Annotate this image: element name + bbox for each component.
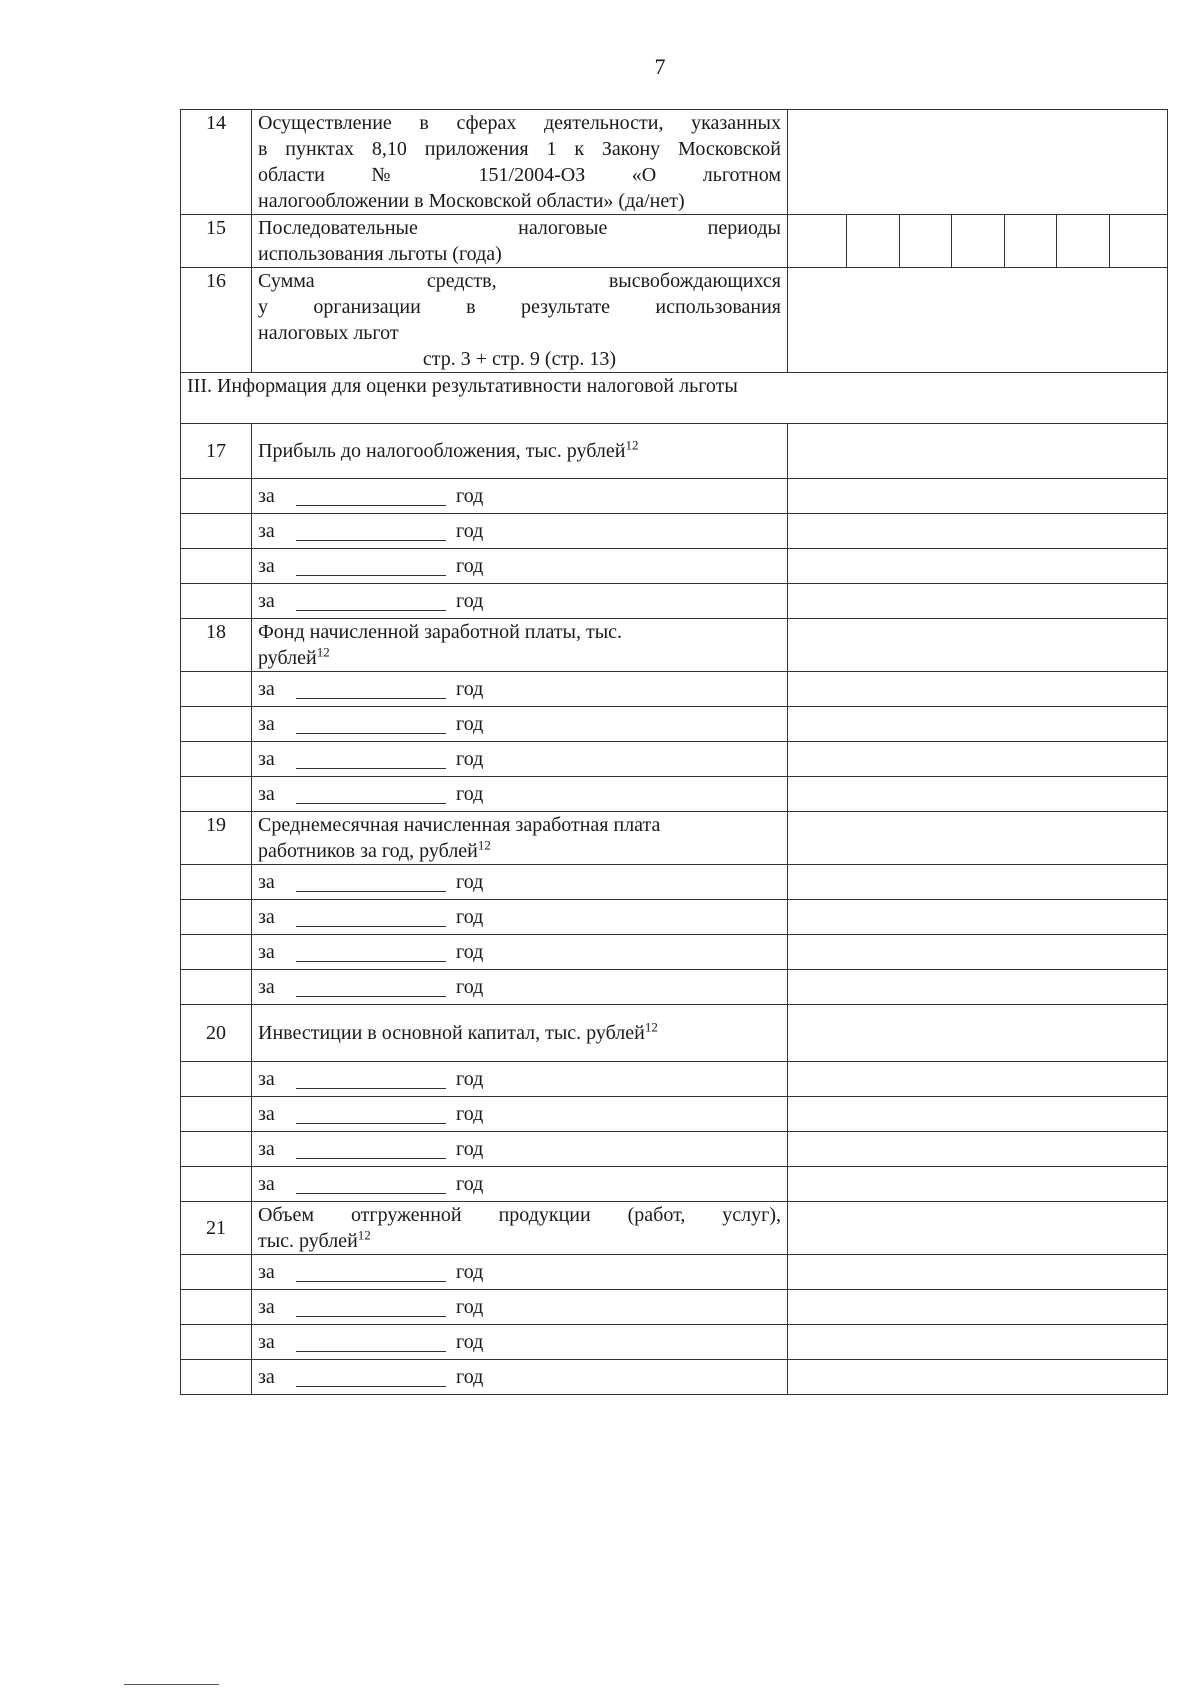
god-label: год xyxy=(456,713,484,735)
year-row xyxy=(181,935,1168,970)
year-blank[interactable] xyxy=(296,943,446,962)
value-field[interactable] xyxy=(788,479,1168,514)
row-14 xyxy=(181,110,1168,215)
row-20 xyxy=(181,1005,1168,1062)
year-blank[interactable] xyxy=(296,750,446,769)
za-label: за xyxy=(258,1173,275,1195)
formula: стр. 3 + стр. 9 (стр. 13) xyxy=(422,348,617,370)
value-field[interactable] xyxy=(788,1290,1168,1325)
za-label: за xyxy=(258,520,275,542)
year-row xyxy=(181,1062,1168,1097)
year-label xyxy=(252,672,788,707)
year-row xyxy=(181,742,1168,777)
text-line: Фонд начисленной заработной платы, тыс. xyxy=(258,621,623,643)
row-15 xyxy=(181,215,1168,268)
god-label: год xyxy=(456,555,484,577)
god-label: год xyxy=(456,1103,484,1125)
god-label: год xyxy=(456,941,484,963)
text-line: Инвестиции в основной капитал, тыс. рублей xyxy=(258,1022,645,1044)
empty-cell xyxy=(181,777,252,812)
god-label: год xyxy=(456,590,484,612)
value-field[interactable] xyxy=(788,1255,1168,1290)
god-label: год xyxy=(456,520,484,542)
empty-cell xyxy=(181,707,252,742)
period-cell[interactable] xyxy=(1056,215,1109,267)
za-label: за xyxy=(258,678,275,700)
year-row xyxy=(181,514,1168,549)
year-label xyxy=(252,1325,788,1360)
year-label xyxy=(252,1062,788,1097)
empty-cell xyxy=(181,1325,252,1360)
row-number: 21 xyxy=(181,1202,252,1255)
row-number: 16 xyxy=(181,268,252,373)
za-label: за xyxy=(258,1138,275,1160)
za-label: за xyxy=(258,941,275,963)
section-title: III. Информация для оценки результативности налоговой льготы xyxy=(181,373,1168,424)
za-label: за xyxy=(258,1261,275,1283)
year-label xyxy=(252,777,788,812)
year-blank[interactable] xyxy=(296,978,446,997)
year-label xyxy=(252,970,788,1005)
value-field[interactable] xyxy=(788,514,1168,549)
row-19 xyxy=(181,812,1168,865)
year-blank[interactable] xyxy=(296,908,446,927)
empty-cell xyxy=(181,1360,252,1395)
god-label: год xyxy=(456,1331,484,1353)
text-line: Прибыль до налогообложения, тыс. рублей xyxy=(258,440,626,462)
text-line: Среднемесячная начисленная заработная плата xyxy=(258,814,661,836)
value-field[interactable] xyxy=(788,672,1168,707)
text-line: налогообложении в Московской области» (да/нет) xyxy=(258,190,685,212)
year-row xyxy=(181,900,1168,935)
year-label xyxy=(252,1255,788,1290)
year-row xyxy=(181,777,1168,812)
row-description xyxy=(252,812,788,865)
god-label: год xyxy=(456,1261,484,1283)
empty-cell xyxy=(181,865,252,900)
year-blank[interactable] xyxy=(296,1333,446,1352)
year-row xyxy=(181,1097,1168,1132)
row-number: 14 xyxy=(181,110,252,215)
year-blank[interactable] xyxy=(296,1175,446,1194)
empty-cell xyxy=(181,1255,252,1290)
text-line: использования льготы (года) xyxy=(258,243,502,265)
text-line: тыс. рублей xyxy=(258,1230,358,1252)
empty-cell xyxy=(181,935,252,970)
period-cell[interactable] xyxy=(1109,215,1162,267)
text-line: Осуществление в сферах деятельности, указанных xyxy=(258,112,781,134)
god-label: год xyxy=(456,1138,484,1160)
text-line: у организации в результате использования xyxy=(258,296,781,318)
god-label: год xyxy=(456,1068,484,1090)
year-label xyxy=(252,1290,788,1325)
god-label: год xyxy=(456,1173,484,1195)
za-label: за xyxy=(258,1331,275,1353)
text-line: Последовательные налоговые периоды xyxy=(258,217,781,239)
year-row xyxy=(181,1132,1168,1167)
year-blank[interactable] xyxy=(296,1105,446,1124)
value-field[interactable] xyxy=(788,935,1168,970)
za-label: за xyxy=(258,748,275,770)
value-field[interactable] xyxy=(788,865,1168,900)
god-label: год xyxy=(456,976,484,998)
row-description xyxy=(252,215,788,268)
god-label: год xyxy=(456,871,484,893)
year-label xyxy=(252,900,788,935)
value-field[interactable] xyxy=(788,1360,1168,1395)
year-label xyxy=(252,865,788,900)
value-field[interactable] xyxy=(788,110,1168,215)
year-blank[interactable] xyxy=(296,557,446,576)
year-blank[interactable] xyxy=(296,487,446,506)
year-label xyxy=(252,742,788,777)
row-number: 18 xyxy=(181,619,252,672)
row-number: 17 xyxy=(181,424,252,479)
empty-cell xyxy=(181,1132,252,1167)
za-label: за xyxy=(258,485,275,507)
footnote-ref: 12 xyxy=(316,644,330,660)
year-blank[interactable] xyxy=(296,522,446,541)
empty-cell xyxy=(181,1062,252,1097)
year-row xyxy=(181,1167,1168,1202)
year-label xyxy=(252,479,788,514)
year-row xyxy=(181,865,1168,900)
za-label: за xyxy=(258,1103,275,1125)
row-16 xyxy=(181,268,1168,373)
value-field[interactable] xyxy=(788,707,1168,742)
footnote-separator xyxy=(124,1684,219,1685)
year-blank[interactable] xyxy=(296,680,446,699)
za-label: за xyxy=(258,555,275,577)
row-description xyxy=(252,619,788,672)
za-label: за xyxy=(258,590,275,612)
god-label: год xyxy=(456,678,484,700)
year-blank[interactable] xyxy=(296,1140,446,1159)
footnote-ref: 12 xyxy=(625,437,639,453)
value-field[interactable] xyxy=(788,1005,1168,1062)
year-blank[interactable] xyxy=(296,592,446,611)
footnote-ref: 12 xyxy=(477,837,491,853)
empty-cell xyxy=(181,900,252,935)
footnote-ref: 12 xyxy=(357,1227,371,1243)
empty-cell xyxy=(181,1167,252,1202)
form-table xyxy=(180,109,1168,1395)
year-label xyxy=(252,549,788,584)
year-row xyxy=(181,1255,1168,1290)
value-field[interactable] xyxy=(788,549,1168,584)
value-field[interactable] xyxy=(788,268,1168,373)
value-field[interactable] xyxy=(788,777,1168,812)
year-blank[interactable] xyxy=(296,715,446,734)
year-row xyxy=(181,672,1168,707)
year-label xyxy=(252,1167,788,1202)
text-line: в пунктах 8,10 приложения 1 к Закону Московской xyxy=(258,138,781,160)
row-21 xyxy=(181,1202,1168,1255)
god-label: год xyxy=(456,1296,484,1318)
god-label: год xyxy=(456,1366,484,1388)
year-label xyxy=(252,1360,788,1395)
periods-field xyxy=(788,215,1168,268)
year-row xyxy=(181,707,1168,742)
empty-cell xyxy=(181,672,252,707)
footnote-ref: 12 xyxy=(644,1019,658,1035)
empty-cell xyxy=(181,1290,252,1325)
value-field[interactable] xyxy=(788,619,1168,672)
value-field[interactable] xyxy=(788,900,1168,935)
row-description xyxy=(252,1202,788,1255)
period-cell[interactable] xyxy=(951,215,1004,267)
empty-cell xyxy=(181,549,252,584)
year-blank[interactable] xyxy=(296,873,446,892)
empty-cell xyxy=(181,479,252,514)
value-field[interactable] xyxy=(788,1167,1168,1202)
row-number: 15 xyxy=(181,215,252,268)
year-row xyxy=(181,1290,1168,1325)
za-label: за xyxy=(258,783,275,805)
text-line: рублей xyxy=(258,647,317,669)
year-blank[interactable] xyxy=(296,1298,446,1317)
row-18 xyxy=(181,619,1168,672)
value-field[interactable] xyxy=(788,1097,1168,1132)
period-cell[interactable] xyxy=(899,215,952,267)
row-number: 20 xyxy=(181,1005,252,1062)
year-label xyxy=(252,514,788,549)
period-cell[interactable] xyxy=(846,215,899,267)
value-field[interactable] xyxy=(788,1062,1168,1097)
year-row xyxy=(181,1360,1168,1395)
year-label xyxy=(252,584,788,619)
row-description xyxy=(252,268,788,373)
value-field[interactable] xyxy=(788,1202,1168,1255)
text-line: области № 151/2004-ОЗ «О льготном xyxy=(258,164,781,186)
text-line: Объем отгруженной продукции (работ, услуг), xyxy=(258,1204,781,1226)
za-label: за xyxy=(258,871,275,893)
za-label: за xyxy=(258,906,275,928)
section-row xyxy=(181,373,1168,424)
year-row xyxy=(181,1325,1168,1360)
value-field[interactable] xyxy=(788,970,1168,1005)
year-label xyxy=(252,935,788,970)
god-label: год xyxy=(456,485,484,507)
value-field[interactable] xyxy=(788,812,1168,865)
row-17 xyxy=(181,424,1168,479)
value-field[interactable] xyxy=(788,584,1168,619)
value-field[interactable] xyxy=(788,424,1168,479)
value-field[interactable] xyxy=(788,742,1168,777)
year-label xyxy=(252,1097,788,1132)
year-blank[interactable] xyxy=(296,1368,446,1387)
empty-cell xyxy=(181,1097,252,1132)
empty-cell xyxy=(181,742,252,777)
year-label xyxy=(252,1132,788,1167)
empty-cell xyxy=(181,970,252,1005)
god-label: год xyxy=(456,748,484,770)
god-label: год xyxy=(456,906,484,928)
empty-cell xyxy=(181,584,252,619)
row-description xyxy=(252,424,788,479)
za-label: за xyxy=(258,1366,275,1388)
period-cell[interactable] xyxy=(1004,215,1057,267)
za-label: за xyxy=(258,1068,275,1090)
year-blank[interactable] xyxy=(296,785,446,804)
year-blank[interactable] xyxy=(296,1263,446,1282)
value-field[interactable] xyxy=(788,1325,1168,1360)
za-label: за xyxy=(258,976,275,998)
year-row xyxy=(181,479,1168,514)
za-label: за xyxy=(258,1296,275,1318)
year-label xyxy=(252,707,788,742)
year-row xyxy=(181,584,1168,619)
row-description xyxy=(252,110,788,215)
value-field[interactable] xyxy=(788,1132,1168,1167)
text-line: Сумма средств, высвобождающихся xyxy=(258,270,781,292)
text-line: работников за год, рублей xyxy=(258,840,478,862)
year-blank[interactable] xyxy=(296,1070,446,1089)
year-row xyxy=(181,970,1168,1005)
page-number: 7 xyxy=(654,54,666,79)
za-label: за xyxy=(258,713,275,735)
row-description xyxy=(252,1005,788,1062)
row-number: 19 xyxy=(181,812,252,865)
year-row xyxy=(181,549,1168,584)
text-line: налоговых льгот xyxy=(258,322,399,344)
god-label: год xyxy=(456,783,484,805)
empty-cell xyxy=(181,514,252,549)
